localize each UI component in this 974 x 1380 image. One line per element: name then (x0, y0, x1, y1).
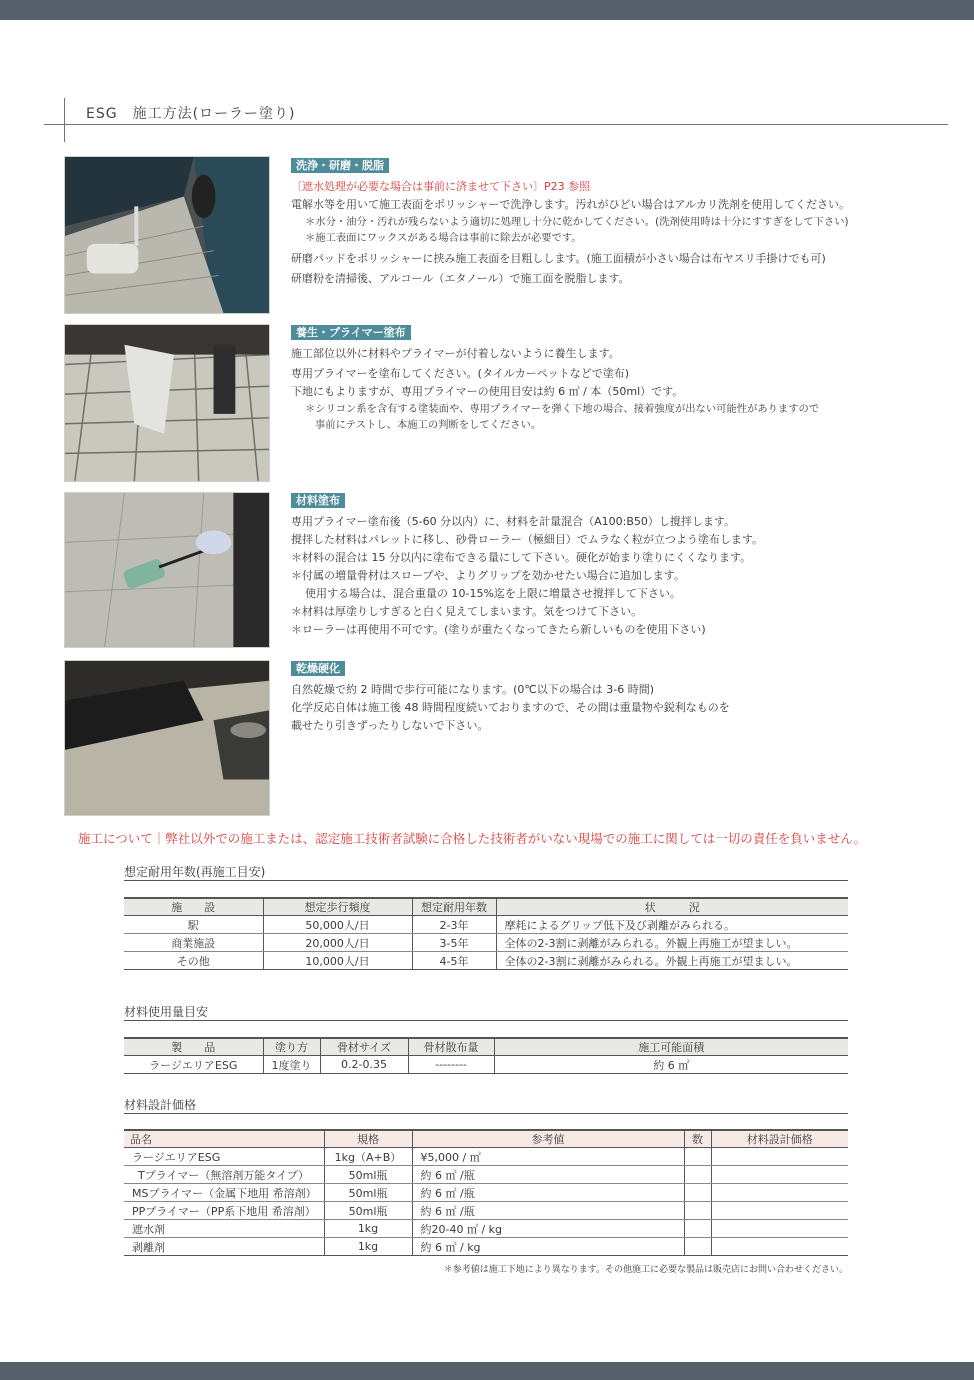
table-row (124, 916, 848, 934)
table-cell: 1kg (324, 1220, 412, 1238)
table-cell: 商業施設 (124, 934, 263, 952)
step-cleaning (291, 154, 951, 288)
step-note: ＊シリコン系を含有する塗装面や、専用プライマーを弾く下地の場合、接着強度が出ない可能性がありますので (305, 403, 820, 415)
step-note: ＊ローラーは再使用不可です。(塗りが重たくなってきたら新しいものを使用下さい) (291, 623, 706, 636)
table-cell (684, 1202, 711, 1220)
table-cell: 2-3年 (412, 916, 496, 934)
step-tag: 洗浄・研磨・脱脂 (291, 158, 389, 173)
step-text: 下地にもよりますが、専用プライマーの使用目安は約 6 ㎡ / 本（50ml）です。 (291, 385, 684, 398)
step-text: 専用プライマー塗布後（5-60 分以内）に、材料を計量混合（A100:B50）し撹拌します。 (291, 515, 736, 528)
step-primer (291, 321, 951, 433)
table-cell: 50ml瓶 (324, 1166, 412, 1184)
title-horizontal-rule (44, 124, 948, 125)
bottom-bar (0, 1362, 974, 1380)
table-cell: 約 6 ㎡ (494, 1056, 848, 1074)
table-cell (711, 1238, 848, 1256)
table-row (124, 1166, 848, 1184)
table-cell (711, 1202, 848, 1220)
price-note: ＊参考値は施工下地により異なります。その他施工に必要な製品は販売店にお問い合わせください。 (443, 1265, 848, 1275)
table-cell: 20,000人/日 (263, 934, 412, 952)
table-cell (711, 1184, 848, 1202)
table-cell (711, 1166, 848, 1184)
table-cell (684, 1238, 711, 1256)
table-cell: 1度塗り (263, 1056, 320, 1074)
table-cell: 1kg (324, 1238, 412, 1256)
table-row (124, 1184, 848, 1202)
construction-notice: 施工について｜弊社以外での施工または、認定施工技術者試験に合格した技術者がいない現場での施工に関しては一切の責任を負いません。 (78, 831, 867, 846)
page-title: ESG 施工方法(ローラー塗り) (86, 106, 296, 122)
column-header: 材料設計価格 (711, 1130, 848, 1148)
step-application (291, 489, 951, 639)
step-text: 〔遮水処理が必要な場合は事前に済ませて下さい〕P23 参照 (291, 180, 591, 193)
table-cell: -------- (408, 1056, 494, 1074)
table-cell: ¥5,000 / ㎡ (412, 1148, 684, 1166)
table-cell: 約 6 ㎡ /瓶 (412, 1166, 684, 1184)
section-rule (124, 1113, 848, 1114)
section-rule (124, 880, 848, 881)
table-cell: Tプライマー（無溶剤万能タイプ） (124, 1166, 324, 1184)
table-cell: 0.2-0.35 (320, 1056, 408, 1074)
column-header: 規格 (324, 1130, 412, 1148)
table-cell: 50ml瓶 (324, 1202, 412, 1220)
table-row (124, 1148, 848, 1166)
table-cell (711, 1220, 848, 1238)
table-header-row (124, 1038, 848, 1056)
table-header-row (124, 898, 848, 916)
table-row (124, 1220, 848, 1238)
table-cell: 1kg（A+B） (324, 1148, 412, 1166)
photo-curing (64, 660, 270, 816)
table-cell: ラージエリアESG (124, 1056, 263, 1074)
column-header: 骨材サイズ (320, 1038, 408, 1056)
durability-table (124, 897, 848, 970)
table-cell: 剥離剤 (124, 1238, 324, 1256)
step-note: ＊材料の混合は 15 分以内に塗布できる量にして下さい。硬化が始まり塗りにくくなります。 (291, 551, 752, 564)
column-header: 状 況 (496, 898, 848, 916)
table-cell: PPプライマー（PP系下地用 希溶剤） (124, 1202, 324, 1220)
usage-title: 材料使用量目安 (124, 1005, 209, 1019)
table-cell: 約 6 ㎡ /瓶 (412, 1202, 684, 1220)
table-cell (684, 1220, 711, 1238)
table-cell (684, 1184, 711, 1202)
step-text: 電解水等を用いて施工表面をポリッシャーで洗浄します。汚れがひどい場合はアルカリ洗剤を使用してください。 (291, 198, 851, 211)
table-cell: 遮水剤 (124, 1220, 324, 1238)
table-row (124, 934, 848, 952)
table-cell: 50ml瓶 (324, 1184, 412, 1202)
photo-roller (64, 492, 270, 648)
step-note: 使用する場合は、混合重量の 10-15%迄を上限に増量させ撹拌して下さい。 (305, 587, 681, 600)
table-cell: ラージエリアESG (124, 1148, 324, 1166)
column-header: 参考値 (412, 1130, 684, 1148)
table-cell: MSプライマー（金属下地用 希溶剤） (124, 1184, 324, 1202)
step-text: 施工部位以外に材料やプライマーが付着しないように養生します。 (291, 347, 620, 360)
column-header: 品名 (124, 1130, 324, 1148)
column-header: 数 (684, 1130, 711, 1148)
column-header: 骨材散布量 (408, 1038, 494, 1056)
table-cell (711, 1148, 848, 1166)
table-cell: 全体の2-3割に剥離がみられる。外観上再施工が望ましい。 (496, 934, 848, 952)
table-cell: 摩耗によるグリップ低下及び剥離がみられる。 (496, 916, 848, 934)
column-header: 塗り方 (263, 1038, 320, 1056)
table-cell (684, 1166, 711, 1184)
table-cell: 駅 (124, 916, 263, 934)
photo-washing (64, 156, 270, 314)
table-cell: 50,000人/日 (263, 916, 412, 934)
table-row (124, 1202, 848, 1220)
table-cell: その他 (124, 952, 263, 970)
title-vertical-rule (64, 98, 65, 142)
step-text: 化学反応自体は施工後 48 時間程度続いておりますので、その間は重量物や鋭利なものを (291, 701, 730, 714)
step-text: 研磨パッドをポリッシャーに挟み施工表面を目粗しします。(施工面積が小さい場合は布ヤスリ手掛けでも可) (291, 252, 826, 265)
table-header-row (124, 1130, 848, 1148)
table-row (124, 1238, 848, 1256)
table-cell: 3-5年 (412, 934, 496, 952)
table-cell (684, 1148, 711, 1166)
table-cell: 10,000人/日 (263, 952, 412, 970)
step-tag: 材料塗布 (291, 493, 345, 508)
step-tag: 乾燥硬化 (291, 661, 345, 676)
usage-table (124, 1037, 848, 1074)
step-note: ＊施工表面にワックスがある場合は事前に除去が必要です。 (305, 232, 582, 244)
column-header: 施 設 (124, 898, 263, 916)
step-note: ＊材料は厚塗りしすぎると白く見えてしまいます。気をつけて下さい。 (291, 605, 643, 618)
top-bar (0, 0, 974, 20)
step-note: ＊付属の増量骨材はスロープや、よりグリップを効かせたい場合に追加します。 (291, 569, 685, 582)
step-tag: 養生・プライマー塗布 (291, 325, 411, 340)
table-cell: 約 6 ㎡ /瓶 (412, 1184, 684, 1202)
column-header: 施工可能面積 (494, 1038, 848, 1056)
price-title: 材料設計価格 (124, 1098, 197, 1112)
photo-primer (64, 324, 270, 482)
section-rule (124, 1020, 848, 1021)
step-text: 研磨粉を清掃後、アルコール（エタノール）で施工面を脱脂します。 (291, 272, 630, 285)
table-cell: 約20-40 ㎡ / kg (412, 1220, 684, 1238)
step-note: 事前にテストし、本施工の判断をしてください。 (315, 419, 542, 431)
step-text: 撹拌した材料はパレットに移し、砂骨ローラー（極細目）でムラなく粒が立つよう塗布します。 (291, 533, 764, 546)
price-table (124, 1129, 848, 1256)
step-note: ＊水分・油分・汚れが残らないよう適切に処理し十分に乾かしてください。(洗剤使用時は十分にすすぎをして下さい) (305, 216, 849, 228)
durability-title: 想定耐用年数(再施工目安) (124, 865, 266, 879)
column-header: 想定歩行頻度 (263, 898, 412, 916)
table-cell: 全体の2-3割に剥離がみられる。外観上再施工が望ましい。 (496, 952, 848, 970)
table-row (124, 1056, 848, 1074)
step-text: 載せたり引きずったりしないで下さい。 (291, 719, 489, 732)
table-cell: 4-5年 (412, 952, 496, 970)
column-header: 製 品 (124, 1038, 263, 1056)
step-text: 自然乾燥で約 2 時間で歩行可能になります。(0℃以下の場合は 3-6 時間) (291, 683, 655, 696)
column-header: 想定耐用年数 (412, 898, 496, 916)
step-text: 専用プライマーを塗布してください。(タイルカーペットなどで塗布) (291, 367, 630, 380)
step-curing (291, 657, 951, 735)
table-cell: 約 6 ㎡ / kg (412, 1238, 684, 1256)
table-row (124, 952, 848, 970)
